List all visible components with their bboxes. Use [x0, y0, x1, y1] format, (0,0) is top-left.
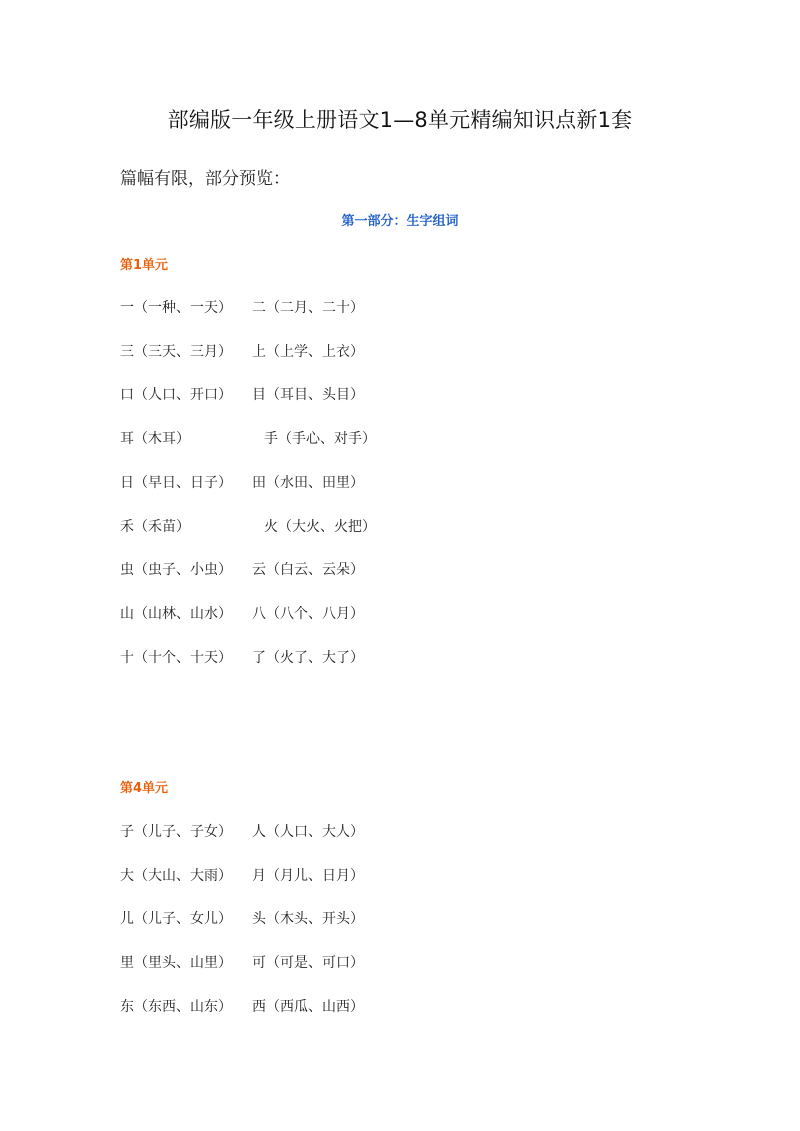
word-entry: 目（耳目、头目） [252, 387, 364, 403]
word-entry: 西（西瓜、山西） [252, 999, 364, 1015]
word-row [120, 472, 520, 494]
section-heading: 第一部分：生字组词 [341, 214, 459, 229]
word-entry: 了（火了、大了） [252, 650, 364, 666]
word-entry: 上（上学、上衣） [252, 344, 364, 360]
word-entry: 子（儿子、子女） [120, 824, 232, 840]
unit-heading-1: 第1单元 [120, 258, 169, 273]
word-entry: 里（里头、山里） [120, 955, 232, 971]
word-entry: 口（人口、开口） [120, 387, 232, 403]
word-entry: 日（早日、日子） [120, 475, 232, 491]
word-row [120, 559, 520, 581]
word-entry: 可（可是、可口） [252, 955, 364, 971]
word-entry: 云（白云、云朵） [252, 562, 364, 578]
word-row [120, 516, 520, 538]
word-row [120, 341, 520, 363]
preview-note: 篇幅有限，部分预览： [120, 169, 290, 189]
word-row [120, 647, 520, 669]
word-row [120, 908, 520, 930]
word-row [120, 821, 520, 843]
word-entry: 二（二月、二十） [252, 300, 364, 316]
word-entry: 三（三天、三月） [120, 344, 232, 360]
document-title: 部编版一年级上册语文1—8单元精编知识点新1套 [167, 108, 633, 132]
word-entry: 头（木头、开头） [252, 911, 364, 927]
word-entry: 山（山林、山水） [120, 606, 232, 622]
word-row [120, 952, 520, 974]
word-entry: 耳（木耳） [120, 431, 190, 447]
word-entry: 人（人口、大人） [252, 824, 364, 840]
unit-heading-4: 第4单元 [120, 781, 169, 796]
word-entry: 火（大火、火把） [264, 519, 376, 535]
word-row [120, 603, 520, 625]
word-entry: 东（东西、山东） [120, 999, 232, 1015]
word-entry: 一（一种、一天） [120, 300, 232, 316]
word-entry: 八（八个、八月） [252, 606, 364, 622]
word-entry: 大（大山、大雨） [120, 868, 232, 884]
word-entry: 月（月儿、日月） [252, 868, 364, 884]
word-row [120, 297, 520, 319]
word-entry: 禾（禾苗） [120, 519, 190, 535]
word-row [120, 865, 520, 887]
word-entry: 虫（虫子、小虫） [120, 562, 232, 578]
word-row [120, 428, 520, 450]
word-entry: 田（水田、田里） [252, 475, 364, 491]
word-row [120, 384, 520, 406]
word-row [120, 996, 520, 1018]
word-entry: 十（十个、十天） [120, 650, 232, 666]
word-entry: 儿（儿子、女儿） [120, 911, 232, 927]
word-entry: 手（手心、对手） [264, 431, 376, 447]
